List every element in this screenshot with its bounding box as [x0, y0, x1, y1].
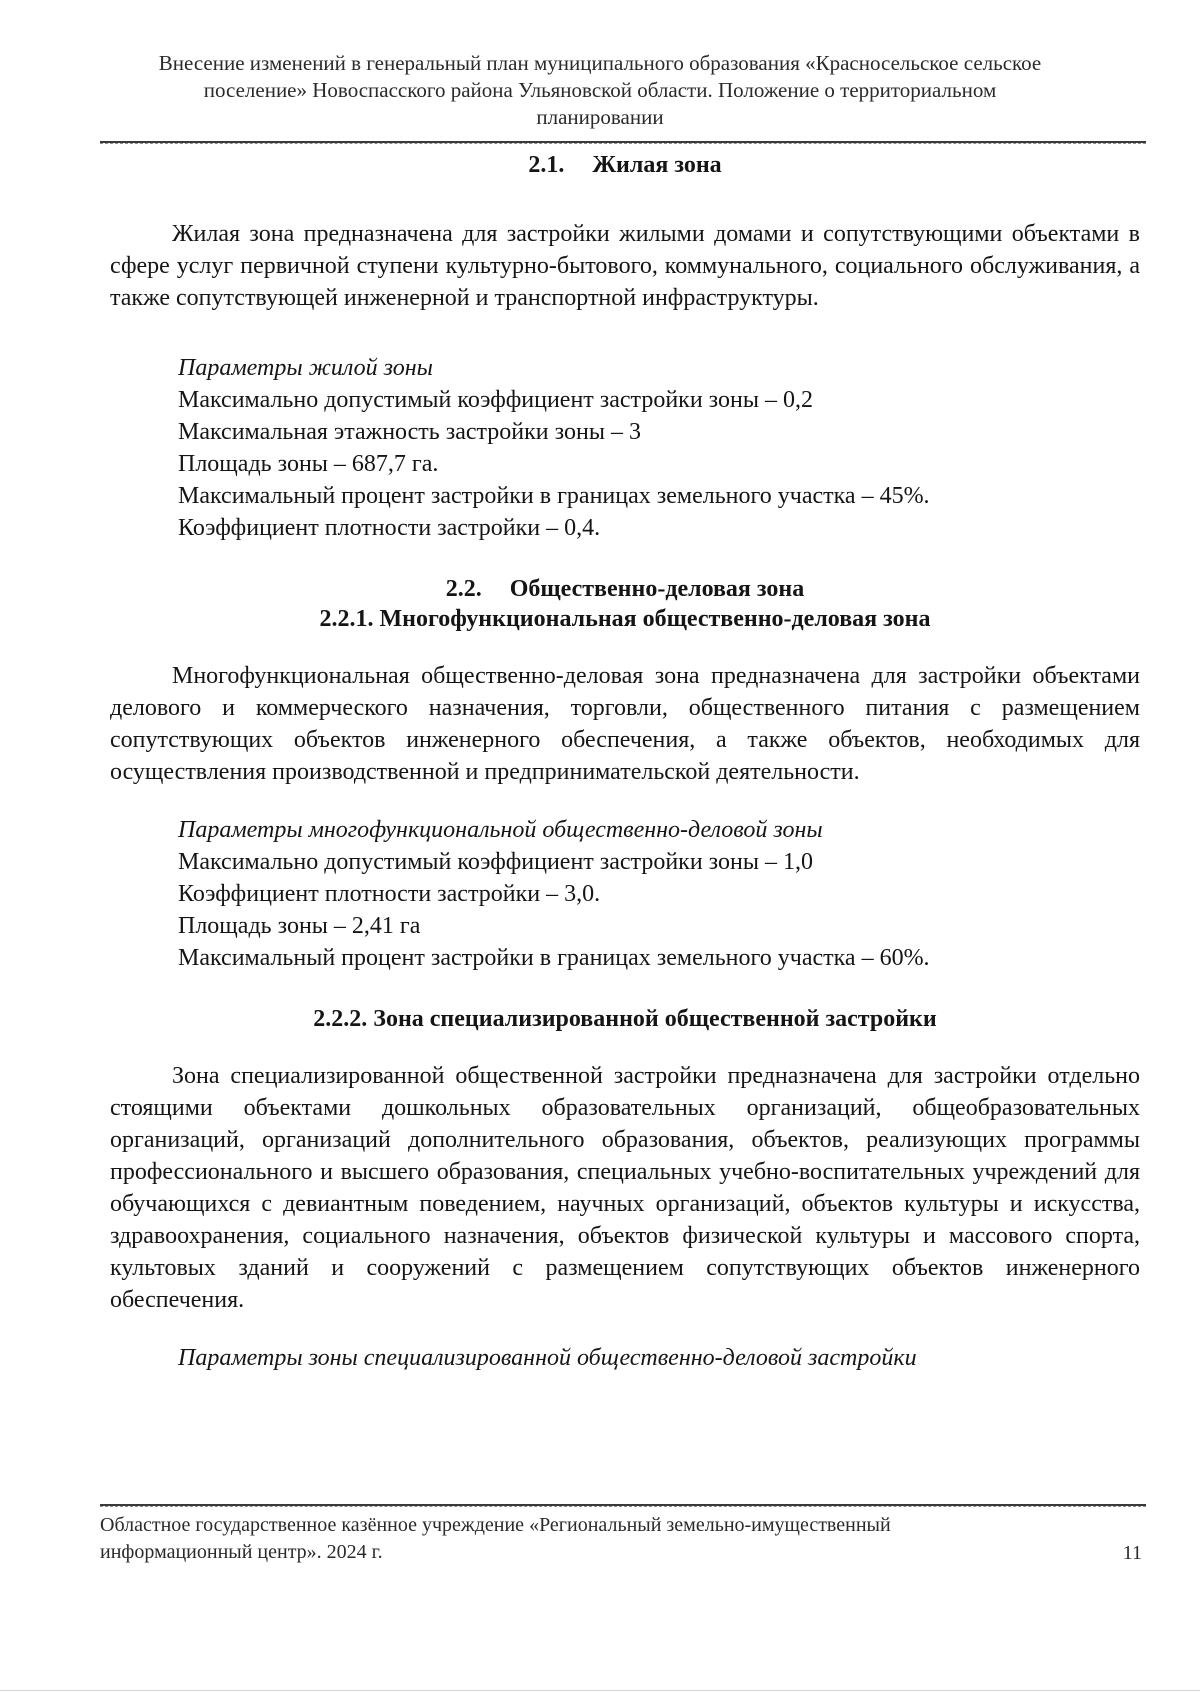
- parameter-item: Коэффициент плотности застройки – 3,0.: [178, 881, 601, 907]
- section-residential: [110, 150, 1140, 544]
- section-title: Жилая зона: [592, 152, 722, 178]
- section-number: 2.2.: [445, 576, 482, 602]
- section-number: 2.1.: [528, 152, 565, 178]
- parameters-list: [110, 352, 1140, 544]
- parameter-item: Коэффициент плотности застройки – 0,4.: [178, 515, 601, 541]
- parameter-item: Максимальный процент застройки в границах земельного участка – 60%.: [178, 945, 930, 971]
- running-header: [100, 50, 1100, 131]
- parameters-list: [110, 1342, 1140, 1374]
- footer-line: информационный центр». 2024 г.: [100, 1541, 383, 1563]
- section-specialized: [110, 1004, 1140, 1374]
- parameters-heading: Параметры жилой зоны: [178, 355, 433, 381]
- parameters-heading: Параметры многофункциональной общественно-деловой зоны: [178, 817, 823, 843]
- section-description: Зона специализированной общественной застройки предназначена для застройки отдельно стоящими объектами дошкольных образовательных организаций, общеобразовательных организаций, организаций дополнительного образования, объектов, реализующих программы профессионального и высшего образования, специальных учебно-воспитательных учреждений для обучающихся с девиантным поведением, научных организаций, объектов культуры и искусства, здравоохранения, социального назначения, объектов физической культуры и массового спорта, культовых зданий и сооружений с размещением сопутствующих объектов инженерного обеспечения.: [110, 1063, 1140, 1313]
- running-footer: [100, 1512, 1100, 1566]
- subsection-heading: 2.2.1. Многофункциональная общественно-деловая зона: [319, 606, 931, 632]
- parameter-item: Максимальный процент застройки в границах земельного участка – 45%.: [178, 483, 930, 509]
- subsection-heading: 2.2.2. Зона специализированной общественной застройки: [313, 1006, 937, 1032]
- parameters-list: [110, 814, 1140, 974]
- section-title: Общественно-деловая зона: [509, 576, 805, 602]
- parameter-item: Максимально допустимый коэффициент застройки зоны – 1,0: [178, 849, 813, 875]
- section-heading: [110, 150, 1140, 180]
- section-public-business: [110, 574, 1140, 974]
- parameters-heading: Параметры зоны специализированной общественно-деловой застройки: [178, 1345, 917, 1371]
- footer-divider: [100, 1504, 1146, 1507]
- header-line: Внесение изменений в генеральный план муниципального образования «Красносельское сельское: [158, 51, 1042, 75]
- header-line: планировании: [536, 105, 664, 129]
- section-heading: [110, 574, 1140, 604]
- footer-line: Областное государственное казённое учреждение «Региональный земельно-имущественный: [100, 1514, 891, 1536]
- parameter-item: Максимально допустимый коэффициент застройки зоны – 0,2: [178, 387, 813, 413]
- page-content: [110, 150, 1140, 1374]
- section-description: Жилая зона предназначена для застройки жилыми домами и сопутствующими объектами в сфере услуг первичной ступени культурно-бытового, коммунального, социального обслуживания, а также сопутствующей инженерной и транспортной инфраструктуры.: [110, 221, 1140, 311]
- section-description: Многофункциональная общественно-деловая зона предназначена для застройки объектами делового и коммерческого назначения, торговли, общественного питания с размещением сопутствующих объектов инженерного обеспечения, а также объектов, необходимых для осуществления производственной и предпринимательской деятельности.: [110, 663, 1140, 785]
- parameter-item: Площадь зоны – 2,41 га: [178, 913, 421, 939]
- parameter-item: Максимальная этажность застройки зоны – 3: [178, 419, 641, 445]
- page-number: 11: [1122, 1542, 1142, 1564]
- header-divider: [100, 141, 1146, 144]
- parameter-item: Площадь зоны – 687,7 га.: [178, 451, 439, 477]
- scan-edge: [0, 1690, 1200, 1691]
- header-line: поселение» Новоспасского района Ульяновской области. Положение о территориальном: [203, 78, 997, 102]
